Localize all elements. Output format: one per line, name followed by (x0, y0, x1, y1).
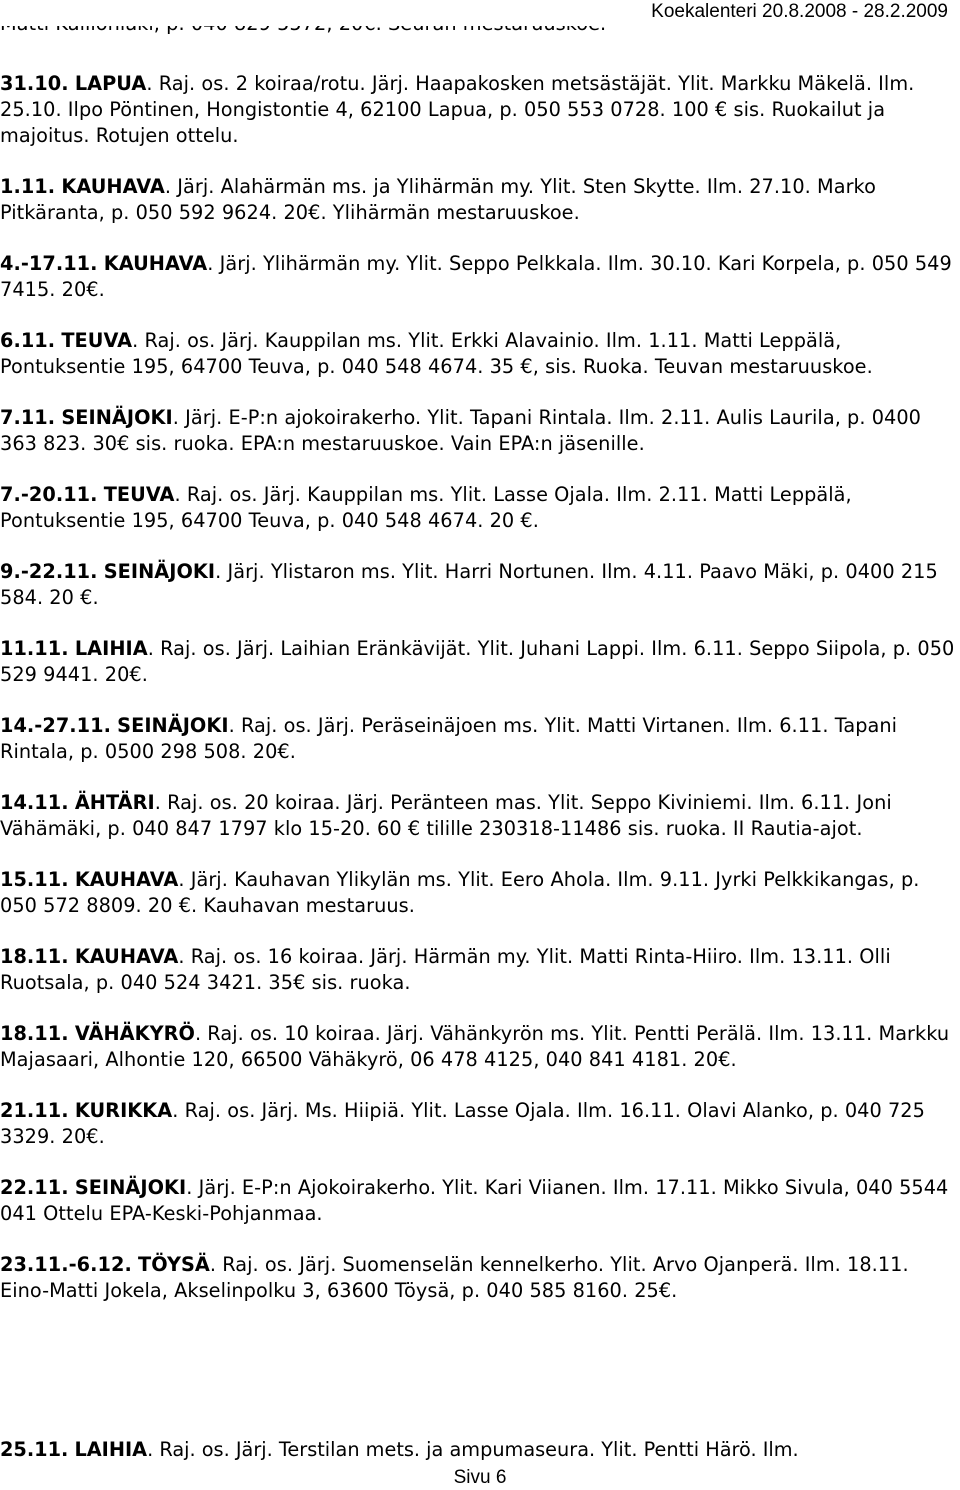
event-details: . Järj. E-P:n ajokoirakerho. Ylit. Tapani Rintala. Ilm. 2.11. Aulis Laurila, p. 0400 363 823. 30€ sis. ruoka. EPA:n mestaruuskoe. Vain EPA:n jäsenille. (0, 406, 921, 455)
event-entry (0, 71, 960, 149)
event-entry (0, 713, 960, 765)
event-place: SEINÄJOKI (117, 714, 229, 737)
event-date: 14.11. (0, 791, 69, 814)
event-details: . Raj. os. 10 koiraa. Järj. Vähänkyrön ms. Ylit. Pentti Perälä. Ilm. 13.11. Markku Majasaari, Alhontie 120, 66500 Vähäkyrö, 06 478 4125, 040 841 4181. 20€. (0, 1022, 950, 1071)
event-date: 22.11. (0, 1176, 69, 1199)
event-place: ÄHTÄRI (74, 791, 155, 814)
event-entry (0, 559, 960, 611)
event-entry (0, 1252, 960, 1304)
cut-off-bottom-line (0, 1437, 960, 1461)
event-details: . Raj. os. 2 koiraa/rotu. Järj. Haapakosken metsästäjät. Ylit. Markku Mäkelä. Ilm. 25.10. Ilpo Pöntinen, Hongistontie 4, 62100 Lapua, p. 050 553 0728. 100 € sis. Ruokailut ja majoitus. Rotujen ottelu. (0, 72, 915, 147)
page-number: Sivu 6 (453, 1467, 507, 1488)
bottom-fragment-place: LAIHIA (74, 1438, 148, 1461)
event-details: . Raj. os. 16 koiraa. Järj. Härmän my. Ylit. Matti Rinta-Hiiro. Ilm. 13.11. Olli Ruotsala, p. 040 524 3421. 35€ sis. ruoka. (0, 945, 891, 994)
event-place: KAUHAVA (74, 868, 179, 891)
header-title: Koekalenteri 20.8.2008 - 28.2.2009 (651, 1, 948, 22)
event-place: KAUHAVA (74, 945, 179, 968)
event-details: . Raj. os. 20 koiraa. Järj. Peränteen mas. Ylit. Seppo Kiviniemi. Ilm. 6.11. Joni Vähämäki, p. 040 847 1797 klo 15-20. 60 € tilille 230318-11486 sis. ruoka. II Rautia-ajot. (0, 791, 892, 840)
cut-off-top-line (0, 24, 960, 44)
event-entry (0, 405, 960, 457)
event-details: . Järj. Alahärmän ms. ja Ylihärmän my. Ylit. Sten Skytte. Ilm. 27.10. Marko Pitkäranta, p. 050 592 9624. 20€. Ylihärmän mestaruuskoe. (0, 175, 876, 224)
event-date: 4.-17.11. (0, 252, 98, 275)
event-date: 9.-22.11. (0, 560, 98, 583)
event-place: KURIKKA (74, 1099, 173, 1122)
event-place: LAIHIA (74, 637, 148, 660)
event-place: TÖYSÄ (138, 1253, 210, 1276)
event-date: 7.-20.11. (0, 483, 98, 506)
event-date: 21.11. (0, 1099, 69, 1122)
event-details: . Järj. Kauhavan Ylikylän ms. Ylit. Eero Ahola. Ilm. 9.11. Jyrki Pelkkikangas, p. 050 572 8809. 20 €. Kauhavan mestaruus. (0, 868, 920, 917)
event-entry (0, 867, 960, 919)
event-details: . Järj. Ylihärmän my. Ylit. Seppo Pelkkala. Ilm. 30.10. Kari Korpela, p. 050 549 7415. 20€. (0, 252, 952, 301)
event-entry (0, 174, 960, 226)
event-date: 14.-27.11. (0, 714, 111, 737)
event-date: 18.11. (0, 945, 69, 968)
page-footer (0, 1467, 960, 1489)
event-place: SEINÄJOKI (61, 406, 173, 429)
event-details: . Raj. os. Järj. Peräseinäjoen ms. Ylit. Matti Virtanen. Ilm. 6.11. Tapani Rintala, p. 0500 298 508. 20€. (0, 714, 898, 763)
bottom-fragment (0, 1437, 960, 1463)
event-place: KAUHAVA (103, 252, 208, 275)
event-place: LAPUA (74, 72, 147, 95)
event-date: 6.11. (0, 329, 56, 352)
event-details: . Järj. E-P:n Ajokoirakerho. Ylit. Kari Viianen. Ilm. 17.11. Mikko Sivula, 040 5544 041 Ottelu EPA-Keski-Pohjanmaa. (0, 1176, 949, 1225)
event-date: 7.11. (0, 406, 56, 429)
bottom-fragment-text: . Raj. os. Järj. Terstilan mets. ja ampumaseura. Ylit. Pentti Härö. Ilm. (147, 1438, 799, 1461)
page-header (0, 0, 960, 26)
event-entry (0, 1098, 960, 1150)
event-place: SEINÄJOKI (74, 1176, 187, 1199)
event-details: . Raj. os. Järj. Kauppilan ms. Ylit. Lasse Ojala. Ilm. 2.11. Matti Leppälä, Pontuksentie 195, 64700 Teuva, p. 040 548 4674. 20 €. (0, 483, 852, 532)
event-entry (0, 328, 960, 380)
event-date: 23.11.-6.12. (0, 1253, 132, 1276)
event-date: 11.11. (0, 637, 69, 660)
event-list (0, 71, 960, 1329)
event-place: KAUHAVA (61, 175, 165, 198)
event-details: . Järj. Ylistaron ms. Ylit. Harri Nortunen. Ilm. 4.11. Paavo Mäki, p. 0400 215 584. 20 €. (0, 560, 938, 609)
event-entry (0, 1175, 960, 1227)
event-entry (0, 482, 960, 534)
event-place: TEUVA (103, 483, 175, 506)
event-entry (0, 944, 960, 996)
event-entry (0, 790, 960, 842)
event-details: . Raj. os. Järj. Kauppilan ms. Ylit. Erkki Alavainio. Ilm. 1.11. Matti Leppälä, Pontuksentie 195, 64700 Teuva, p. 040 548 4674. 35 €, sis. Ruoka. Teuvan mestaruuskoe. (0, 329, 873, 378)
event-entry (0, 636, 960, 688)
event-details: . Raj. os. Järj. Laihian Eränkävijät. Ylit. Juhani Lappi. Ilm. 6.11. Seppo Siipola, p. 050 529 9441. 20€. (0, 637, 955, 686)
event-date: 15.11. (0, 868, 69, 891)
event-place: SEINÄJOKI (103, 560, 216, 583)
event-details: . Raj. os. Järj. Ms. Hiipiä. Ylit. Lasse Ojala. Ilm. 16.11. Olavi Alanko, p. 040 725 3329. 20€. (0, 1099, 925, 1148)
event-place: TEUVA (61, 329, 133, 352)
event-date: 18.11. (0, 1022, 69, 1045)
event-entry (0, 1021, 960, 1073)
bottom-fragment-date: 25.11. (0, 1438, 69, 1461)
event-details: . Raj. os. Järj. Suomenselän kennelkerho. Ylit. Arvo Ojanperä. Ilm. 18.11. Eino-Matti Jokela, Akselinpolku 3, 63600 Töysä, p. 040 585 8160. 25€. (0, 1253, 909, 1302)
event-entry (0, 251, 960, 303)
event-date: 31.10. (0, 72, 69, 95)
event-place: VÄHÄKYRÖ (74, 1022, 195, 1045)
event-date: 1.11. (0, 175, 56, 198)
